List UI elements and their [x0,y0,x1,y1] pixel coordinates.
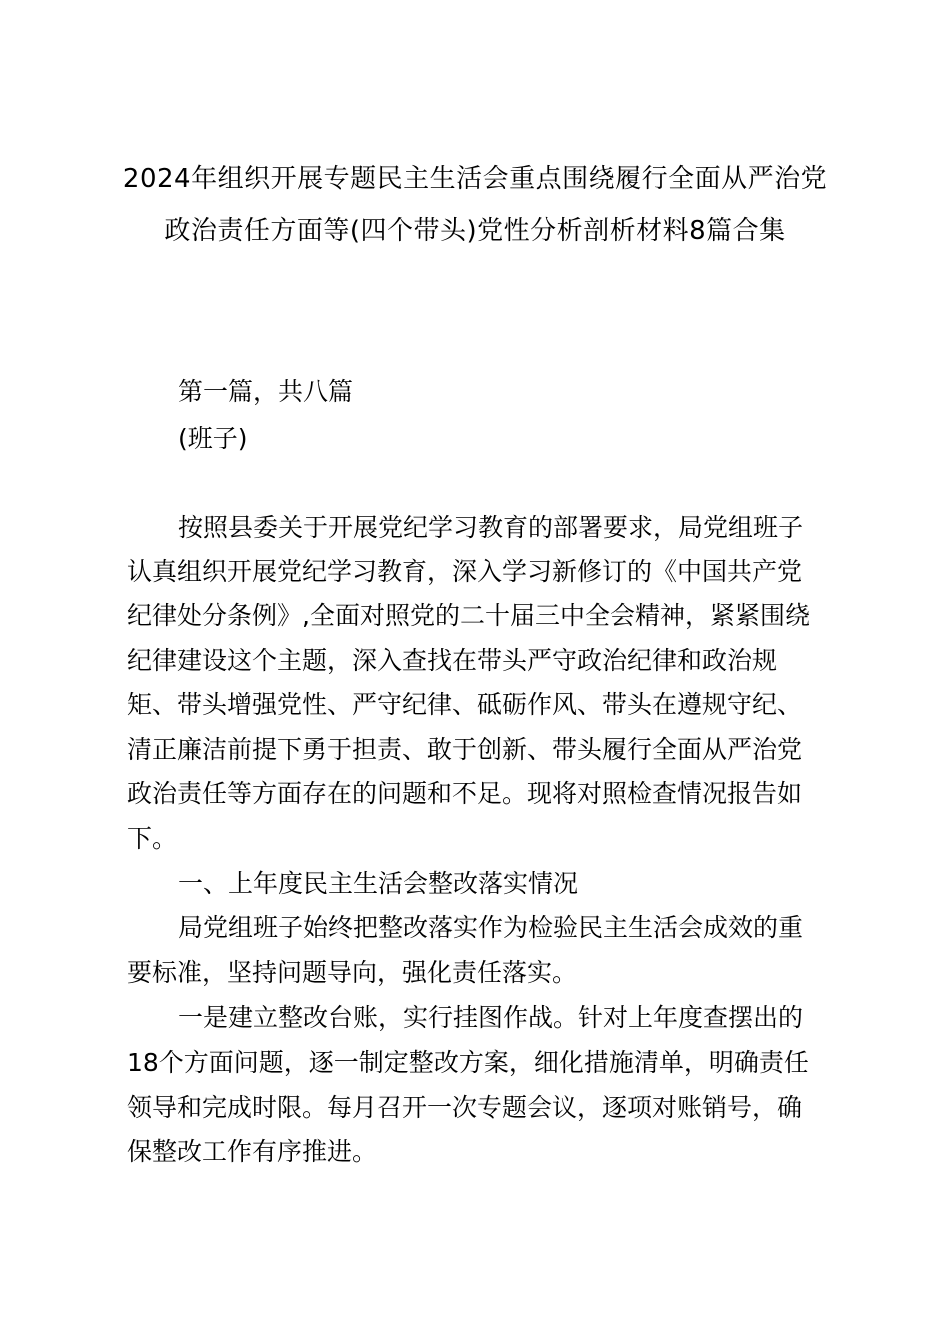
paragraph-line: 要标准，坚持问题导向，强化责任落实。 [127,958,578,987]
paragraph-line: 一是建立整改台账，实行挂图作战。针对上年度查摆出的 [178,1003,804,1032]
paragraph-line: 下。 [127,824,178,853]
document-title: 2024年组织开展专题民主生活会重点围绕履行全面从严治党政治责任方面等(四个带头)党性分析剖析材料8篇合集 [122,164,828,246]
part-label: 第一篇，共八篇 [178,377,354,406]
paragraph-line: 矩、带头增强党性、严守纪律、砥砺作风、带头在遵规守纪、 [127,690,803,719]
paragraph-line: 政治责任等方面存在的问题和不足。现将对照检查情况报告如 [127,779,803,808]
paragraph-line: 纪律建设这个主题，深入查找在带头严守政治纪律和政治规 [127,646,778,675]
paragraph-line: 18个方面问题，逐一制定整改方案，细化措施清单，明确责任 [127,1048,809,1077]
paragraph-line: 清正廉洁前提下勇于担责、敢于创新、带头履行全面从严治党 [127,735,803,764]
paragraph-line: 认真组织开展党纪学习教育，深入学习新修订的《中国共产党 [127,557,803,586]
section-heading-text: 一、上年度民主生活会整改落实情况 [178,869,579,898]
paragraph-line: 保整改工作有序推进。 [127,1137,378,1166]
document-subtitle: (班子) [178,424,248,453]
paragraph-line: 局党组班子始终把整改落实作为检验民主生活会成效的重 [178,913,804,942]
paragraph-line: 按照县委关于开展党纪学习教育的部署要求，局党组班子 [178,513,804,542]
paragraph-line: 纪律处分条例》,全面对照党的二十届三中全会精神，紧紧围绕 [127,601,810,630]
paragraph-line: 领导和完成时限。每月召开一次专题会议，逐项对账销号，确 [127,1093,803,1122]
